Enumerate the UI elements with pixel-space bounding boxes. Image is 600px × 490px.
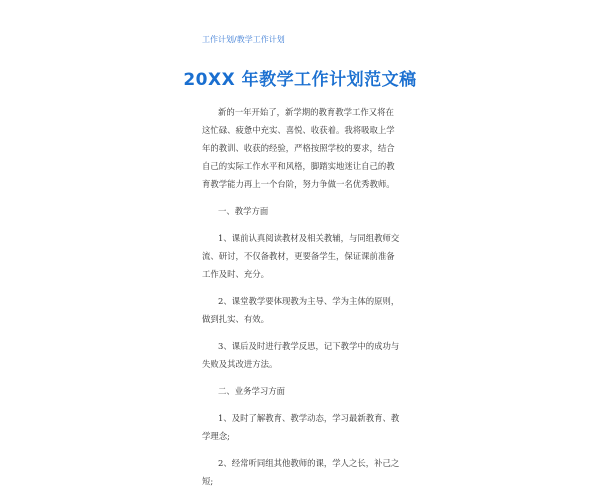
page-title: 20XX 年教学工作计划范文稿 bbox=[183, 70, 417, 90]
section-heading-teaching: 一、教学方面 bbox=[218, 206, 269, 216]
document-body bbox=[202, 103, 402, 490]
teaching-item-2: 2、课堂教学要体现教为主导、学为主体的原则，做到扎实、有效。 bbox=[202, 296, 400, 324]
section-heading-study: 二、业务学习方面 bbox=[218, 386, 285, 396]
study-item-2: 2、经常听同组其他教师的课，学人之长，补己之短; bbox=[202, 458, 400, 486]
breadcrumb[interactable]: 工作计划/教学工作计划 bbox=[202, 35, 285, 44]
teaching-item-3: 3、课后及时进行教学反思，记下教学中的成功与失败及其改进方法。 bbox=[202, 341, 400, 369]
teaching-item-1: 1、课前认真阅读教材及相关教辅，与同组教师交流、研讨，不仅备教材，更要备学生，保证课前准备工作及时、充分。 bbox=[202, 233, 400, 279]
study-item-1: 1、及时了解教育、教学动态，学习最新教育、教学理念; bbox=[202, 413, 400, 441]
intro-paragraph: 新的一年开始了，新学期的教育教学工作又将在这忙碌、疲惫中充实、喜悦、收获着。我将吸取上学年的教训、收获的经验，严格按照学校的要求，结合自己的实际工作水平和风格，脚踏实地迷让自己的教育教学能力再上一个台阶，努力争做一名优秀教师。 bbox=[202, 107, 395, 189]
